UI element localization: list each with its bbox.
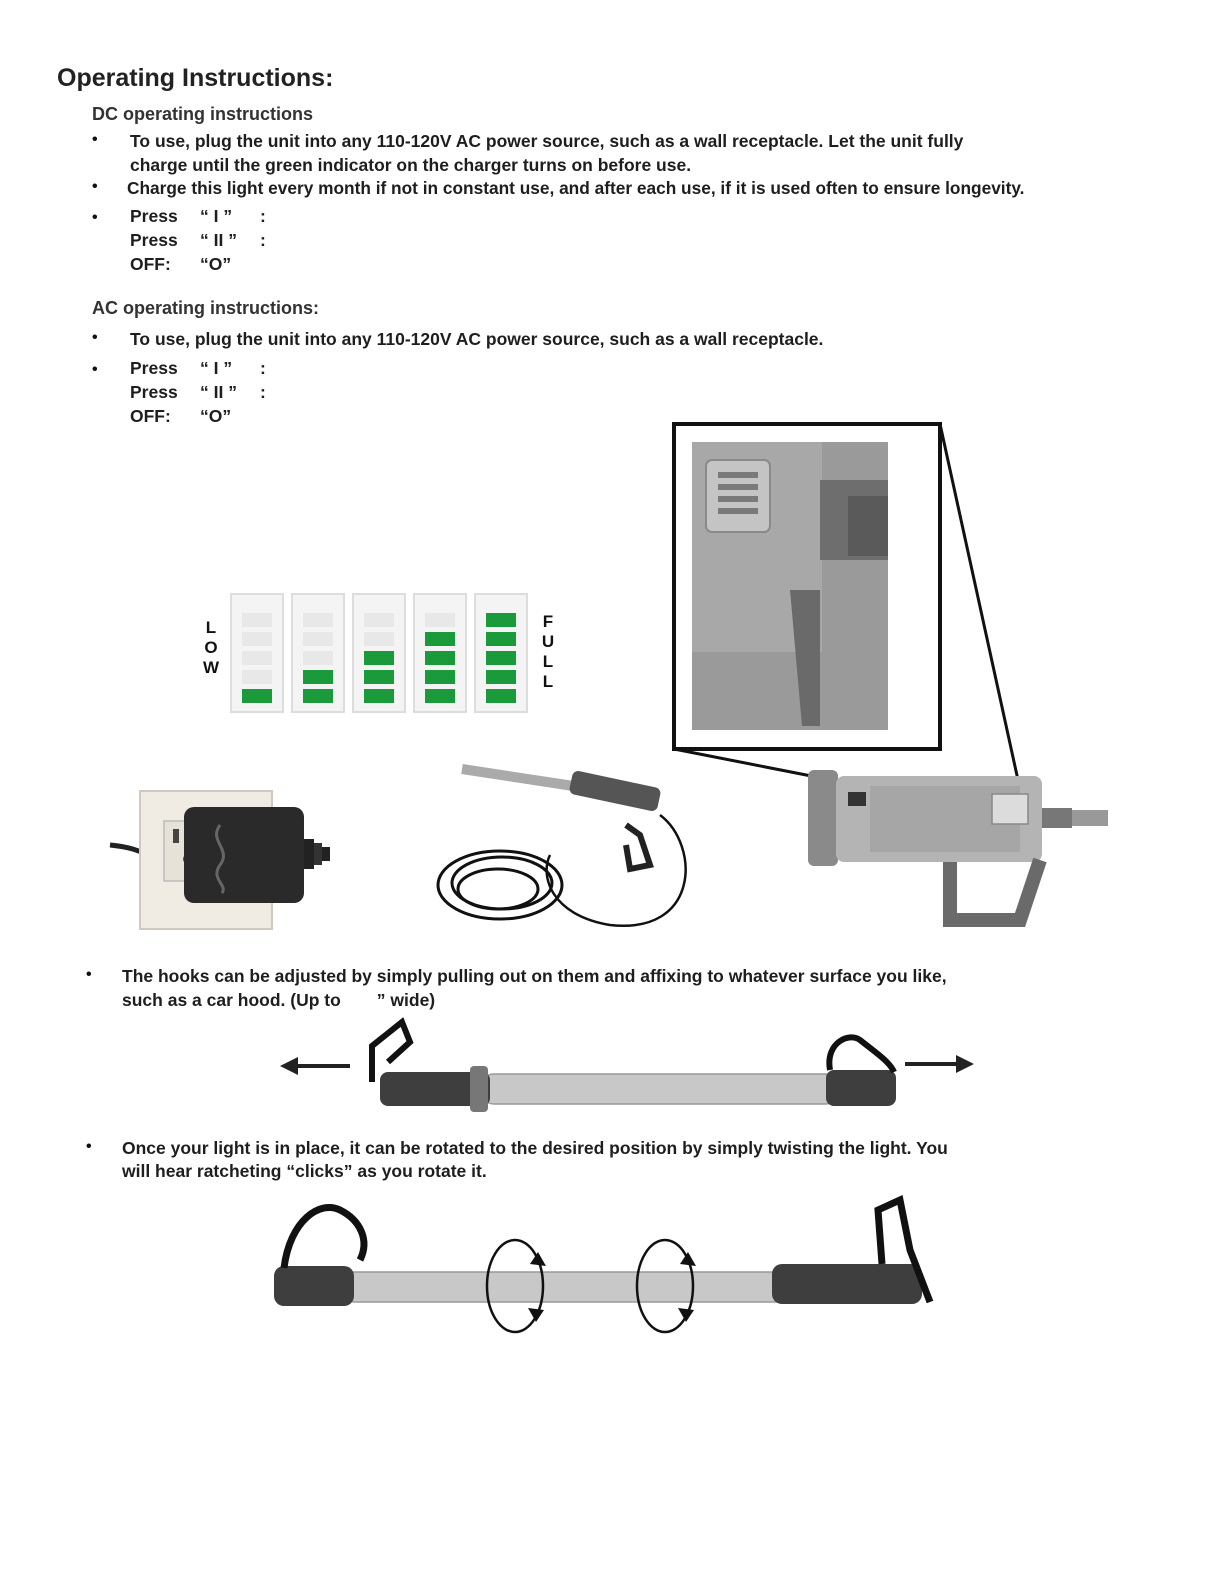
end-flange	[808, 770, 838, 866]
battery-segment-filled	[364, 689, 394, 703]
coiled-light-illustration	[430, 765, 710, 945]
battery-segment-filled	[486, 670, 516, 684]
light-tube	[480, 1074, 840, 1104]
battery-segment-filled	[303, 670, 333, 684]
battery-segment-empty	[242, 651, 272, 665]
ac-heading: AC operating instructions:	[92, 298, 320, 318]
switch-icon	[848, 792, 866, 806]
full-label: F U L L	[541, 612, 555, 691]
battery-segment-filled	[242, 689, 272, 703]
low-label: L O W	[203, 618, 220, 677]
ac-press-row-2: Press “ II ” :	[130, 382, 266, 402]
dc-press-row-2: Press “ II ” :	[130, 230, 266, 250]
battery-segment-empty	[303, 613, 333, 627]
light-tube	[462, 769, 580, 787]
bullet-icon: •	[92, 178, 98, 195]
right-end-cap	[772, 1264, 922, 1304]
hooks-line2: such as a car hood. (Up to ” wide)	[122, 990, 436, 1010]
battery-segment-filled	[486, 651, 516, 665]
dc-bullet-1-line2: charge until the green indicator on the charger turns on before use.	[130, 155, 692, 175]
ac-press-row-off: OFF: “O”	[130, 406, 232, 426]
ac-press-row-1: Press “ I ” :	[130, 358, 266, 378]
battery-segment-empty	[364, 613, 394, 627]
wall-charger-illustration	[110, 785, 350, 935]
battery-segment-empty	[303, 632, 333, 646]
battery-segment-filled	[486, 613, 516, 627]
battery-segment-empty	[242, 670, 272, 684]
zoom-leader-line	[940, 424, 1025, 812]
left-end-cap	[274, 1266, 354, 1306]
battery-segment-filled	[364, 651, 394, 665]
handle-closeup-illustration	[800, 760, 1120, 940]
battery-segment-empty	[242, 632, 272, 646]
bullet-icon: •	[92, 131, 98, 148]
charger-brick	[184, 807, 304, 903]
bullet-icon: •	[92, 329, 98, 346]
battery-segment-empty	[303, 651, 333, 665]
dc-bullet-2: Charge this light every month if not in constant use, and after each use, if it is used often to ensure longevity.	[127, 178, 1025, 198]
bullet-icon: •	[92, 209, 98, 226]
rotate-line2: will hear ratcheting “clicks” as you rotate it.	[122, 1161, 487, 1181]
page-title: Operating Instructions:	[57, 64, 334, 92]
battery-segment-filled	[486, 632, 516, 646]
dc-heading: DC operating instructions	[92, 104, 314, 124]
battery-segment-empty	[425, 613, 455, 627]
battery-segment-filled	[486, 689, 516, 703]
battery-segment-filled	[425, 689, 455, 703]
rotate-light-illustration	[260, 1190, 960, 1350]
battery-segment-filled	[303, 689, 333, 703]
battery-segment-filled	[364, 670, 394, 684]
right-end-cap	[826, 1070, 896, 1106]
ac-bullet-1: To use, plug the unit into any 110-120V AC power source, such as a wall receptacle.	[130, 329, 824, 349]
bullet-icon: •	[92, 361, 98, 378]
light-hook	[626, 825, 650, 869]
dc-press-row-1: Press “ I ” :	[130, 206, 266, 226]
left-hook	[284, 1207, 364, 1268]
bullet-icon: •	[86, 966, 92, 983]
handle-hook	[950, 860, 1040, 920]
right-hook	[829, 1037, 894, 1072]
hooks-line1: The hooks can be adjusted by simply pulling out on them and affixing to whatever surface you like,	[122, 966, 947, 986]
dc-bullet-1-line1: To use, plug the unit into any 110-120V AC power source, such as a wall receptacle. Let the unit fully	[130, 131, 964, 151]
battery-segment-empty	[364, 632, 394, 646]
light-end-cap	[568, 770, 661, 812]
bullet-icon: •	[86, 1138, 92, 1155]
dc-press-row-off: OFF: “O”	[130, 254, 232, 274]
rotate-line1: Once your light is in place, it can be rotated to the desired position by simply twisting the light. You	[122, 1138, 948, 1158]
battery-segment-filled	[425, 670, 455, 684]
battery-segment-filled	[425, 632, 455, 646]
light-tube	[340, 1272, 810, 1302]
battery-segment-filled	[425, 651, 455, 665]
hook-adjust-illustration	[270, 1012, 990, 1122]
battery-segment-empty	[242, 613, 272, 627]
